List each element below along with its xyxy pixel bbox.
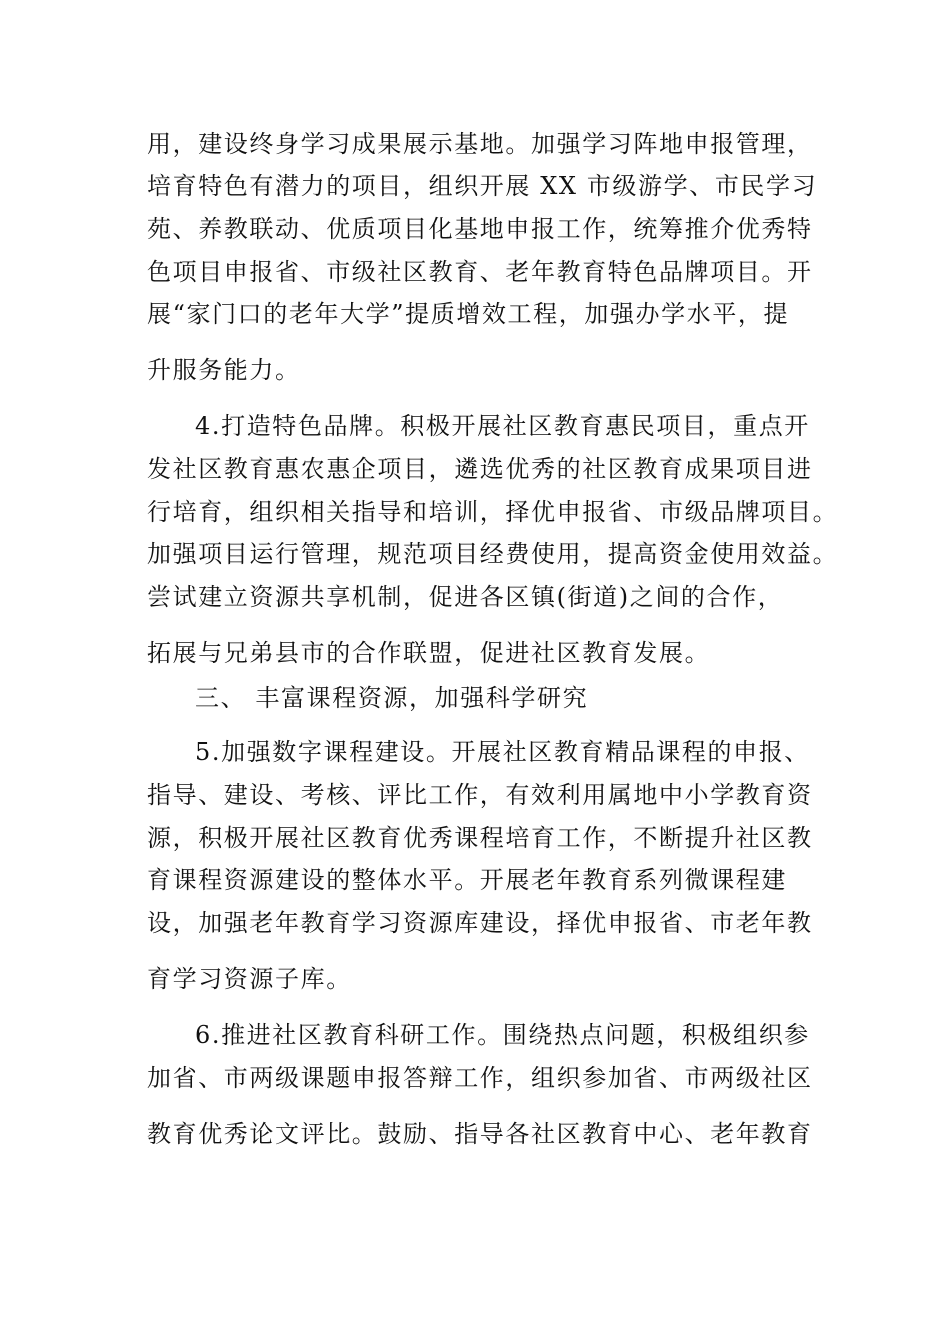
text-line: 加强项目运行管理，规范项目经费使用，提高资金使用效益。 bbox=[147, 540, 839, 568]
text-line: 指导、建设、考核、评比工作，有效利用属地中小学教育资 bbox=[147, 781, 813, 809]
text-line: 源，积极开展社区教育优秀课程培育工作，不断提升社区教 bbox=[147, 824, 813, 852]
paragraph-4-first-line: 4.打造特色品牌。积极开展社区教育惠民项目，重点开 bbox=[195, 412, 810, 440]
text-line: 设，加强老年教育学习资源库建设，择优申报省、市老年教 bbox=[147, 909, 813, 937]
text-line: 尝试建立资源共享机制，促进各区镇(街道)之间的合作， bbox=[147, 583, 784, 611]
text-line: 育课程资源建设的整体水平。开展老年教育系列微课程建 bbox=[147, 866, 787, 894]
text-line: 发社区教育惠农惠企项目，遴选优秀的社区教育成果项目进 bbox=[147, 455, 813, 483]
text-line: 教育优秀论文评比。鼓励、指导各社区教育中心、老年教育 bbox=[147, 1120, 813, 1148]
text-line: 行培育，组织相关指导和培训，择优申报省、市级品牌项目。 bbox=[147, 498, 839, 526]
section-heading: 三、 丰富课程资源，加强科学研究 bbox=[195, 684, 589, 712]
text-line: 升服务能力。 bbox=[147, 356, 301, 384]
text-line: 育学习资源子库。 bbox=[147, 965, 352, 993]
paragraph-5-first-line: 5.加强数字课程建设。开展社区教育精品课程的申报、 bbox=[195, 738, 810, 766]
text-line: 展“家门口的老年大学”提质增效工程，加强办学水平，提 bbox=[147, 300, 790, 328]
text-line: 色项目申报省、市级社区教育、老年教育特色品牌项目。开 bbox=[147, 258, 813, 286]
text-line: 苑、养教联动、优质项目化基地申报工作，统筹推介优秀特 bbox=[147, 215, 813, 243]
paragraph-6-first-line: 6.推进社区教育科研工作。围绕热点问题，积极组织参 bbox=[195, 1021, 810, 1049]
text-line: 用，建设终身学习成果展示基地。加强学习阵地申报管理， bbox=[147, 130, 813, 158]
text-line: 培育特色有潜力的项目，组织开展 XX 市级游学、市民学习 bbox=[147, 172, 818, 200]
text-line: 拓展与兄弟县市的合作联盟，促进社区教育发展。 bbox=[147, 639, 711, 667]
text-line: 加省、市两级课题申报答辩工作，组织参加省、市两级社区 bbox=[147, 1064, 813, 1092]
